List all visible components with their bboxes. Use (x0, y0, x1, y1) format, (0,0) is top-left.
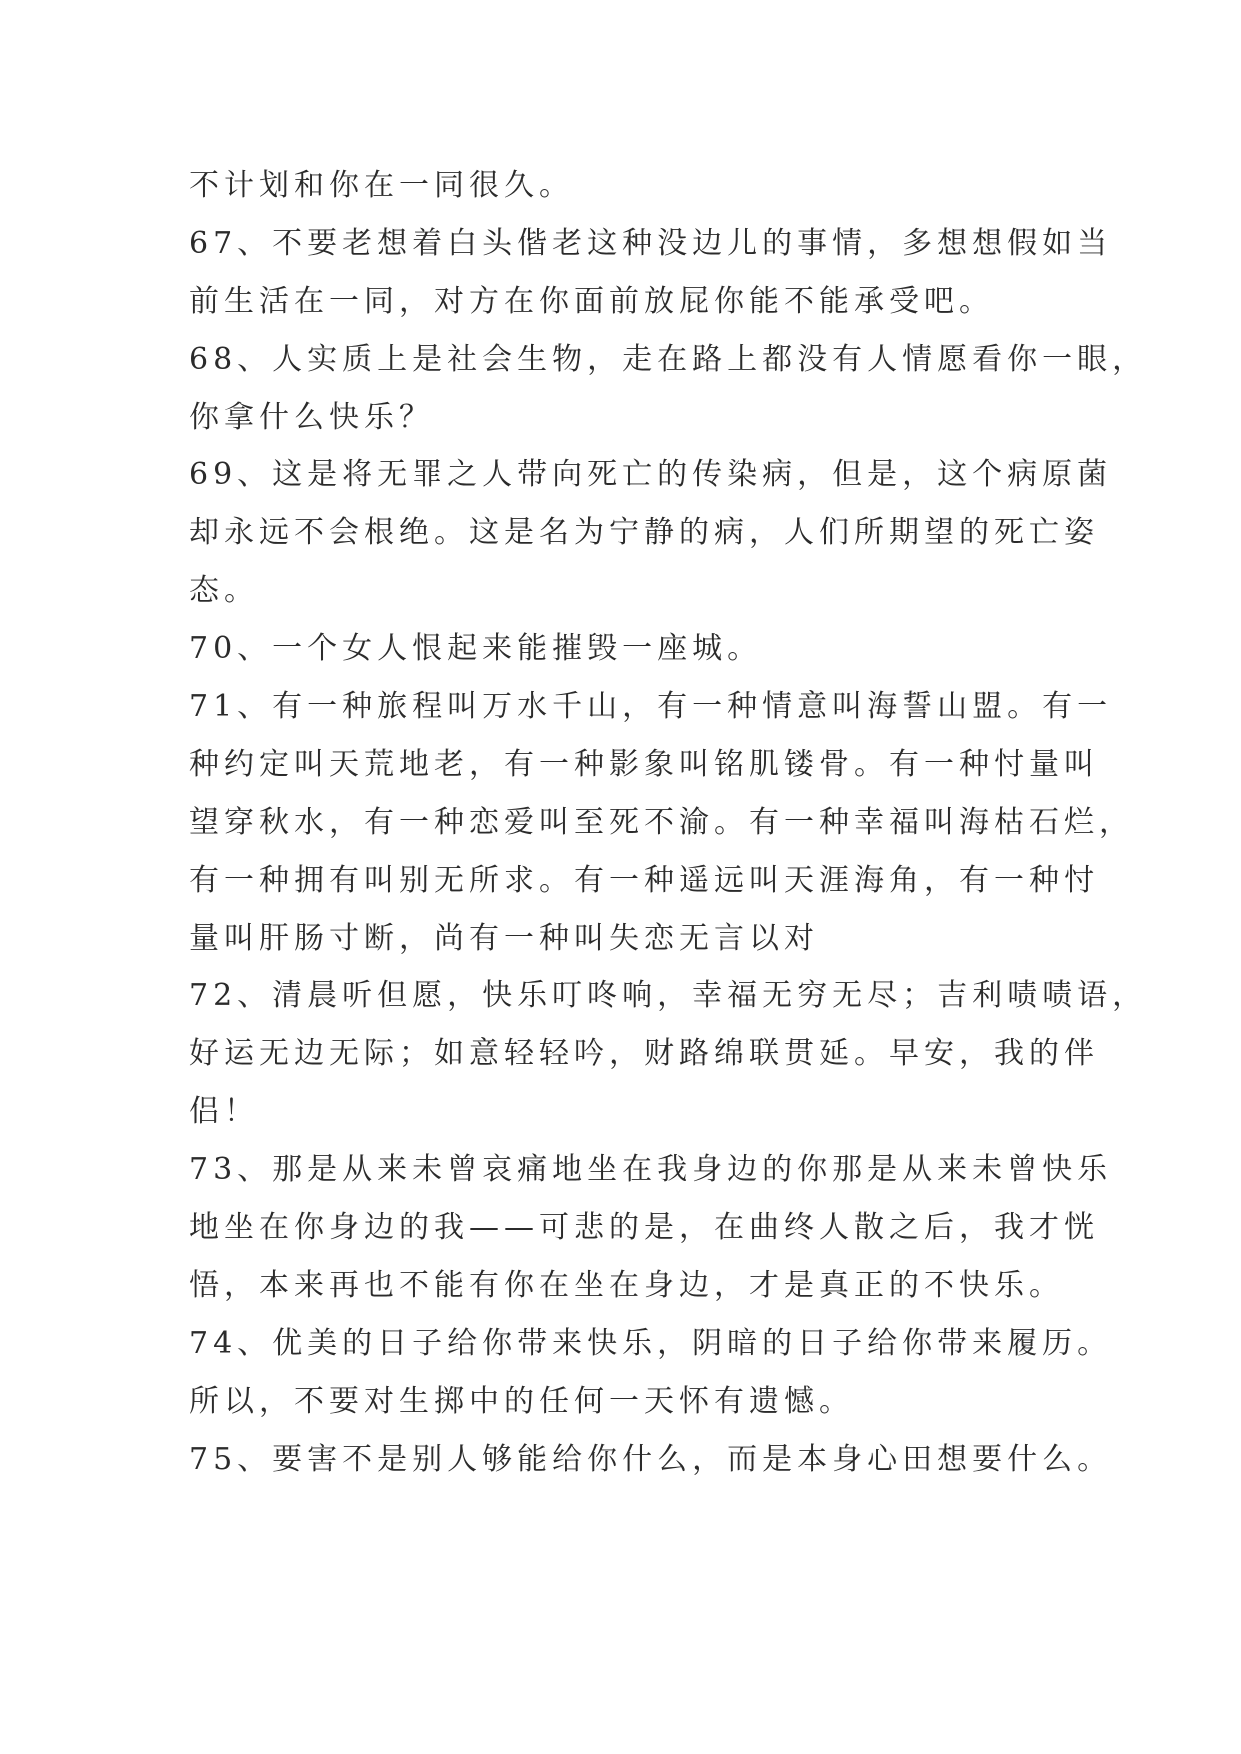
text-line: 却永远不会根绝。这是名为宁静的病，人们所期望的死亡姿 (189, 515, 1099, 551)
text-line: 68、人实质上是社会生物，走在路上都没有人情愿看你一眼， (189, 341, 1148, 377)
text-line: 不计划和你在一同很久。 (189, 168, 574, 203)
text-line: 67、不要老想着白头偕老这种没边儿的事情，多想想假如当 (189, 225, 1113, 261)
text-line: 75、要害不是别人够能给你什么，而是本身心田想要什么。 (189, 1441, 1113, 1477)
text-line: 你拿什么快乐？ (189, 399, 434, 435)
document-body (189, 157, 1148, 1488)
text-line: 好运无边无际；如意轻轻吟，财路绵联贯延。早安，我的伴 (189, 1036, 1099, 1072)
text-line: 72、清晨听但愿，快乐叮咚响，幸福无穷无尽；吉利啧啧语， (189, 978, 1148, 1014)
text-line: 69、这是将无罪之人带向死亡的传染病，但是，这个病原菌 (189, 457, 1113, 493)
text-line: 侣！ (189, 1094, 259, 1130)
text-line: 73、那是从来未曾哀痛地坐在我身边的你那是从来未曾快乐 (189, 1152, 1113, 1188)
text-line: 量叫肝肠寸断，尚有一种叫失恋无言以对 (189, 920, 819, 956)
text-line: 态。 (189, 573, 259, 609)
text-line: 有一种拥有叫别无所求。有一种遥远叫天涯海角，有一种忖 (189, 862, 1099, 898)
text-line: 地坐在你身边的我——可悲的是，在曲终人散之后，我才恍 (189, 1210, 1099, 1246)
text-line: 种约定叫天荒地老，有一种影象叫铭肌镂骨。有一种忖量叫 (189, 746, 1099, 782)
text-line: 前生活在一同，对方在你面前放屁你能不能承受吧。 (189, 283, 994, 319)
text-line: 70、一个女人恨起来能摧毁一座城。 (189, 631, 763, 667)
text-line: 悟，本来再也不能有你在坐在身边，才是真正的不快乐。 (189, 1267, 1064, 1303)
text-line: 71、有一种旅程叫万水千山，有一种情意叫海誓山盟。有一 (189, 689, 1113, 725)
text-line: 所以，不要对生掷中的任何一天怀有遗憾。 (189, 1383, 854, 1419)
text-line: 74、优美的日子给你带来快乐，阴暗的日子给你带来履历。 (189, 1325, 1113, 1361)
text-line: 望穿秋水，有一种恋爱叫至死不渝。有一种幸福叫海枯石烂， (189, 804, 1134, 840)
